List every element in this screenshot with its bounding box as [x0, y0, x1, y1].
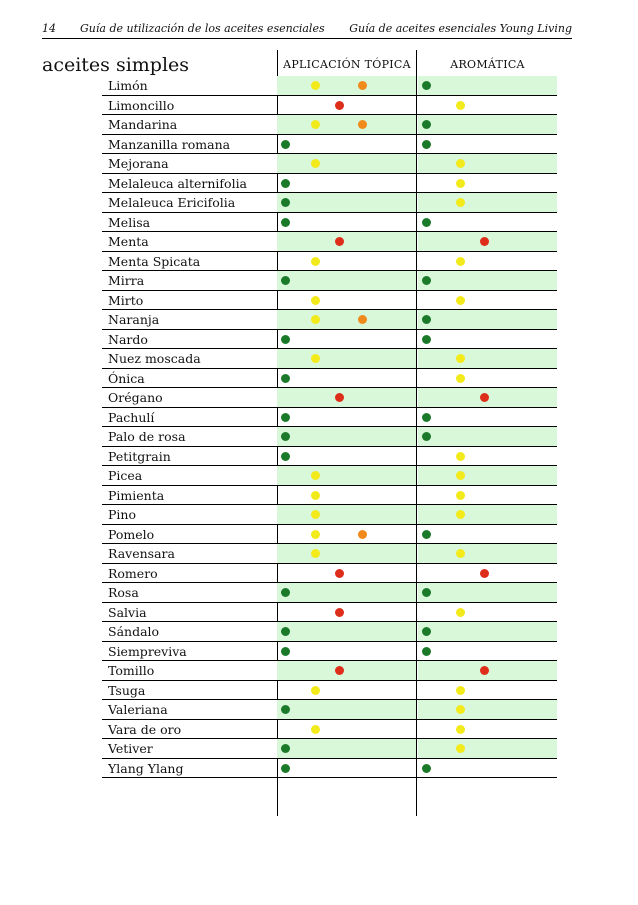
topical-cell [277, 154, 416, 173]
table-row [102, 466, 557, 486]
yellow-dot-icon [456, 354, 465, 363]
green-dot-icon [422, 140, 431, 149]
topical-cell [277, 661, 416, 680]
aromatic-cell [418, 291, 557, 310]
green-dot-icon [281, 432, 290, 441]
red-dot-icon [480, 569, 489, 578]
topical-cell [277, 622, 416, 641]
oil-name: Ónica [108, 370, 145, 386]
aromatic-cell [418, 115, 557, 134]
topical-cell [277, 427, 416, 446]
table-row [102, 252, 557, 272]
green-dot-icon [281, 413, 290, 422]
aromatic-cell [418, 349, 557, 368]
oil-name: Mejorana [108, 156, 169, 171]
aromatic-cell [418, 388, 557, 407]
green-dot-icon [281, 335, 290, 344]
aromatic-cell [418, 739, 557, 758]
topical-cell [277, 193, 416, 212]
green-dot-icon [422, 120, 431, 129]
oil-name: Limón [108, 78, 148, 93]
yellow-dot-icon [456, 159, 465, 168]
yellow-dot-icon [456, 374, 465, 383]
yellow-dot-icon [456, 452, 465, 461]
oil-name: Melisa [108, 214, 151, 230]
topical-cell [277, 603, 416, 622]
oil-name: Mirto [108, 292, 144, 308]
oil-name: Tsuga [108, 682, 146, 698]
oil-name: Melaleuca alternifolia [108, 175, 248, 191]
oil-name: Ylang Ylang [108, 760, 184, 776]
oil-name: Pino [108, 507, 136, 522]
topical-cell [277, 642, 416, 661]
topical-cell [277, 310, 416, 329]
table-row [102, 271, 557, 291]
table-row [102, 505, 557, 525]
topical-cell [277, 369, 416, 388]
yellow-dot-icon [456, 744, 465, 753]
aromatic-cell [418, 232, 557, 251]
green-dot-icon [422, 413, 431, 422]
aromatic-cell [418, 369, 557, 388]
orange-dot-icon [358, 315, 367, 324]
table-row [102, 154, 557, 174]
topical-cell [277, 76, 416, 95]
oil-name: Romero [108, 565, 158, 581]
column-header-aromatic: AROMÁTICA [450, 58, 525, 71]
yellow-dot-icon [456, 296, 465, 305]
aromatic-cell [418, 700, 557, 719]
topical-cell [277, 564, 416, 583]
yellow-dot-icon [311, 471, 320, 480]
aromatic-cell [418, 213, 557, 232]
table-row [102, 135, 557, 155]
aromatic-cell [418, 76, 557, 95]
yellow-dot-icon [456, 686, 465, 695]
orange-dot-icon [358, 81, 367, 90]
oil-name: Ravensara [108, 546, 175, 561]
yellow-dot-icon [456, 705, 465, 714]
yellow-dot-icon [456, 510, 465, 519]
table-row [102, 96, 557, 116]
topical-cell [277, 330, 416, 349]
aromatic-cell [418, 154, 557, 173]
table-row [102, 408, 557, 428]
topical-cell [277, 408, 416, 427]
oil-name: Picea [108, 468, 143, 483]
green-dot-icon [281, 140, 290, 149]
table-row [102, 759, 557, 779]
aromatic-cell [418, 759, 557, 778]
red-dot-icon [480, 666, 489, 675]
yellow-dot-icon [311, 120, 320, 129]
topical-cell [277, 759, 416, 778]
topical-cell [277, 466, 416, 485]
header-left-title: Guía de utilización de los aceites esenciales [80, 22, 325, 35]
table-row [102, 232, 557, 252]
oil-name: Mandarina [108, 117, 178, 132]
aromatic-cell [418, 447, 557, 466]
green-dot-icon [281, 627, 290, 636]
oil-name: Pimienta [108, 487, 165, 503]
green-dot-icon [422, 432, 431, 441]
green-dot-icon [281, 218, 290, 227]
red-dot-icon [335, 569, 344, 578]
topical-cell [277, 291, 416, 310]
green-dot-icon [422, 335, 431, 344]
table-row [102, 291, 557, 311]
topical-cell [277, 739, 416, 758]
table-row [102, 115, 557, 135]
table-row [102, 720, 557, 740]
yellow-dot-icon [311, 491, 320, 500]
topical-cell [277, 486, 416, 505]
aromatic-cell [418, 661, 557, 680]
aromatic-cell [418, 310, 557, 329]
oils-table [102, 76, 557, 778]
topical-cell [277, 232, 416, 251]
table-row [102, 564, 557, 584]
red-dot-icon [335, 666, 344, 675]
table-row [102, 447, 557, 467]
green-dot-icon [422, 218, 431, 227]
aromatic-cell [418, 681, 557, 700]
table-row [102, 739, 557, 759]
yellow-dot-icon [311, 296, 320, 305]
oil-name: Rosa [108, 585, 139, 600]
table-row [102, 388, 557, 408]
topical-cell [277, 505, 416, 524]
topical-cell [277, 681, 416, 700]
oil-name: Petitgrain [108, 448, 171, 464]
table-row [102, 603, 557, 623]
oil-name: Palo de rosa [108, 429, 186, 444]
red-dot-icon [480, 393, 489, 402]
oil-name: Pomelo [108, 526, 155, 542]
table-row [102, 622, 557, 642]
table-row [102, 525, 557, 545]
green-dot-icon [422, 647, 431, 656]
oil-name: Nardo [108, 331, 148, 347]
aromatic-cell [418, 564, 557, 583]
topical-cell [277, 447, 416, 466]
table-row [102, 583, 557, 603]
topical-cell [277, 700, 416, 719]
oil-name: Vetiver [108, 741, 153, 756]
section-title: aceites simples [42, 54, 190, 76]
oil-name: Valeriana [108, 702, 168, 717]
green-dot-icon [422, 315, 431, 324]
table-row [102, 349, 557, 369]
yellow-dot-icon [311, 315, 320, 324]
red-dot-icon [480, 237, 489, 246]
yellow-dot-icon [311, 530, 320, 539]
aromatic-cell [418, 486, 557, 505]
yellow-dot-icon [311, 257, 320, 266]
table-row [102, 76, 557, 96]
yellow-dot-icon [311, 159, 320, 168]
yellow-dot-icon [456, 101, 465, 110]
table-row [102, 193, 557, 213]
oil-name: Nuez moscada [108, 351, 201, 366]
oil-name: Menta Spicata [108, 253, 201, 269]
table-row [102, 486, 557, 506]
yellow-dot-icon [311, 81, 320, 90]
green-dot-icon [422, 530, 431, 539]
topical-cell [277, 252, 416, 271]
table-row [102, 427, 557, 447]
aromatic-cell [418, 720, 557, 739]
oil-name: Orégano [108, 390, 163, 405]
green-dot-icon [281, 705, 290, 714]
aromatic-cell [418, 427, 557, 446]
yellow-dot-icon [456, 725, 465, 734]
aromatic-cell [418, 505, 557, 524]
topical-cell [277, 213, 416, 232]
green-dot-icon [422, 588, 431, 597]
table-row [102, 544, 557, 564]
topical-cell [277, 115, 416, 134]
oil-name: Tomillo [108, 663, 155, 678]
topical-cell [277, 271, 416, 290]
yellow-dot-icon [456, 257, 465, 266]
yellow-dot-icon [456, 198, 465, 207]
oil-name: Menta [108, 234, 149, 249]
green-dot-icon [422, 627, 431, 636]
table-row [102, 369, 557, 389]
yellow-dot-icon [456, 549, 465, 558]
topical-cell [277, 583, 416, 602]
aromatic-cell [418, 252, 557, 271]
table-row [102, 642, 557, 662]
table-row [102, 213, 557, 233]
red-dot-icon [335, 237, 344, 246]
yellow-dot-icon [456, 179, 465, 188]
yellow-dot-icon [311, 686, 320, 695]
aromatic-cell [418, 174, 557, 193]
oil-name: Siempreviva [108, 643, 187, 659]
page-header [42, 22, 572, 39]
aromatic-cell [418, 622, 557, 641]
green-dot-icon [281, 374, 290, 383]
oil-name: Melaleuca Ericifolia [108, 195, 236, 210]
red-dot-icon [335, 101, 344, 110]
green-dot-icon [281, 179, 290, 188]
aromatic-cell [418, 642, 557, 661]
green-dot-icon [281, 276, 290, 285]
yellow-dot-icon [311, 725, 320, 734]
aromatic-cell [418, 408, 557, 427]
aromatic-cell [418, 193, 557, 212]
orange-dot-icon [358, 120, 367, 129]
green-dot-icon [281, 198, 290, 207]
topical-cell [277, 349, 416, 368]
red-dot-icon [335, 608, 344, 617]
topical-cell [277, 174, 416, 193]
oil-name: Sándalo [108, 624, 160, 639]
green-dot-icon [281, 647, 290, 656]
table-row [102, 310, 557, 330]
page-number: 14 [42, 22, 56, 35]
yellow-dot-icon [311, 510, 320, 519]
yellow-dot-icon [456, 491, 465, 500]
aromatic-cell [418, 96, 557, 115]
topical-cell [277, 544, 416, 563]
topical-cell [277, 135, 416, 154]
yellow-dot-icon [311, 549, 320, 558]
oil-name: Mirra [108, 273, 145, 288]
green-dot-icon [281, 744, 290, 753]
aromatic-cell [418, 466, 557, 485]
table-row [102, 330, 557, 350]
green-dot-icon [422, 764, 431, 773]
aromatic-cell [418, 544, 557, 563]
table-row [102, 661, 557, 681]
orange-dot-icon [358, 530, 367, 539]
topical-cell [277, 388, 416, 407]
green-dot-icon [422, 81, 431, 90]
aromatic-cell [418, 271, 557, 290]
red-dot-icon [335, 393, 344, 402]
oil-name: Salvia [108, 604, 147, 620]
oil-name: Naranja [108, 312, 160, 327]
aromatic-cell [418, 135, 557, 154]
aromatic-cell [418, 583, 557, 602]
table-row [102, 174, 557, 194]
green-dot-icon [422, 276, 431, 285]
green-dot-icon [281, 452, 290, 461]
aromatic-cell [418, 525, 557, 544]
aromatic-cell [418, 330, 557, 349]
yellow-dot-icon [456, 608, 465, 617]
yellow-dot-icon [456, 471, 465, 480]
column-header-topical: APLICACIÓN TÓPICA [283, 58, 411, 71]
green-dot-icon [281, 588, 290, 597]
aromatic-cell [418, 603, 557, 622]
table-row [102, 700, 557, 720]
topical-cell [277, 720, 416, 739]
oil-name: Manzanilla romana [108, 136, 231, 152]
oil-name: Pachulí [108, 409, 155, 425]
table-row [102, 681, 557, 701]
yellow-dot-icon [311, 354, 320, 363]
topical-cell [277, 96, 416, 115]
oil-name: Limoncillo [108, 97, 175, 113]
green-dot-icon [281, 764, 290, 773]
header-right-title: Guía de aceites esenciales Young Living [349, 22, 572, 35]
topical-cell [277, 525, 416, 544]
oil-name: Vara de oro [108, 721, 182, 737]
